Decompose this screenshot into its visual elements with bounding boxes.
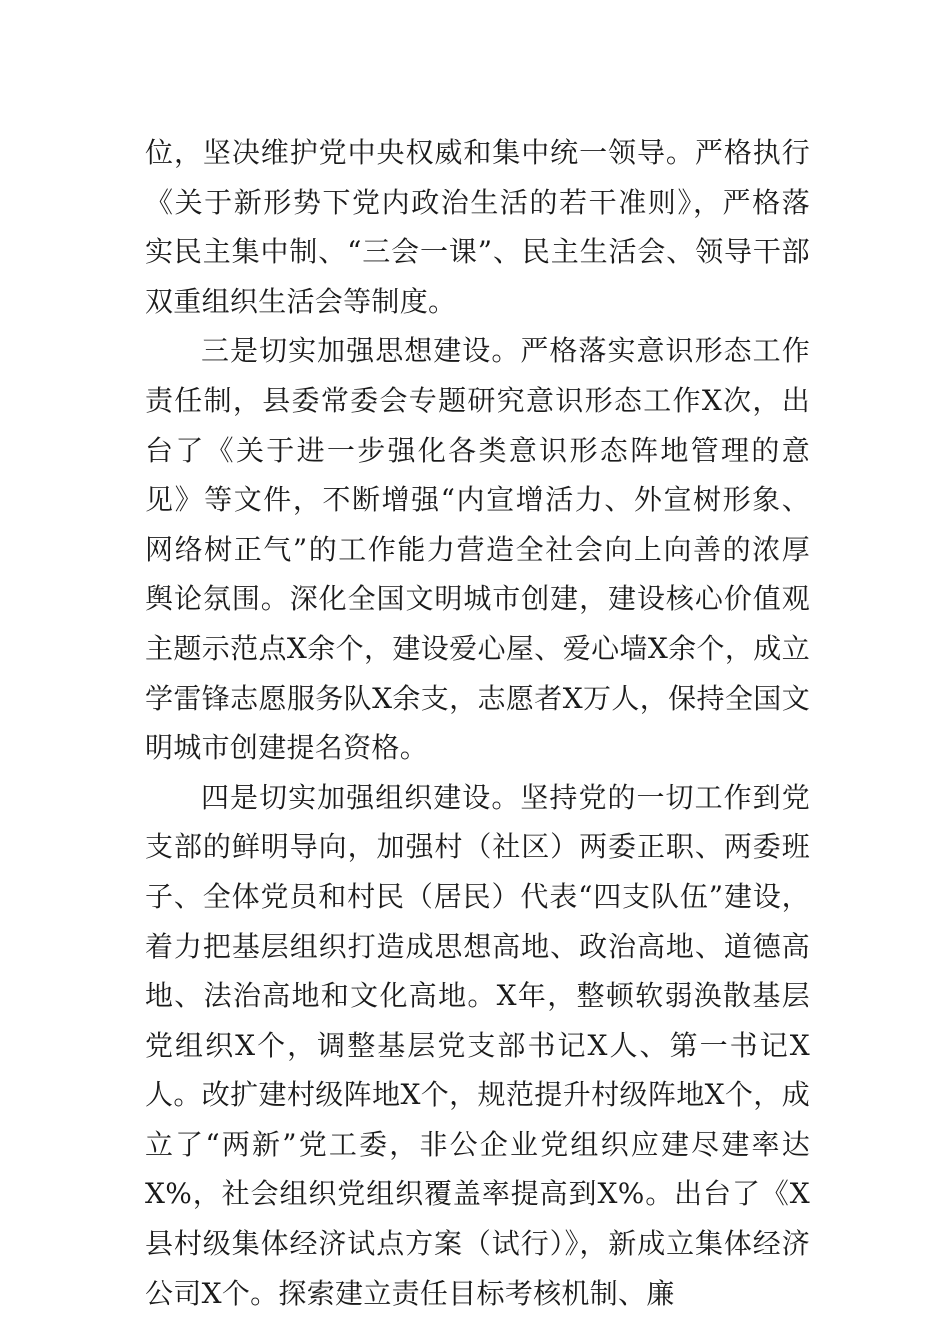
paragraph-continuation: 位，坚决维护党中央权威和集中统一领导。严格执行《关于新形势下党内政治生活的若干准则》，严格落实民主集中制、“三会一课”、民主生活会、领导干部双重组织生活会等制度。 [145, 136, 810, 318]
document-body [145, 128, 810, 1318]
paragraph-ideological-construction: 三是切实加强思想建设。严格落实意识形态工作责任制，县委常委会专题研究意识形态工作X次，出台了《关于进一步强化各类意识形态阵地管理的意见》等文件，不断增强“内宣增活力、外宣树形象、网络树正气”的工作能力营造全社会向上向善的浓厚舆论氛围。深化全国文明城市创建，建设核心价值观主题示范点X余个，建设爱心屋、爱心墙X余个，成立学雷锋志愿服务队X余支，志愿者X万人，保持全国文明城市创建提名资格。 [145, 334, 810, 765]
paragraph-organizational-construction: 四是切实加强组织建设。坚持党的一切工作到党支部的鲜明导向，加强村（社区）两委正职、两委班子、全体党员和村民（居民）代表“四支队伍”建设，着力把基层组织打造成思想高地、政治高地、道德高地、法治高地和文化高地。X年，整顿软弱涣散基层党组织X个，调整基层党支部书记X人、第一书记X人。改扩建村级阵地X个，规范提升村级阵地X个，成立了“两新”党工委，非公企业党组织应建尽建率达X%，社会组织党组织覆盖率提高到X%。出台了《X县村级集体经济试点方案（试行）》，新成立集体经济公司X个。探索建立责任目标考核机制、廉 [145, 780, 810, 1310]
